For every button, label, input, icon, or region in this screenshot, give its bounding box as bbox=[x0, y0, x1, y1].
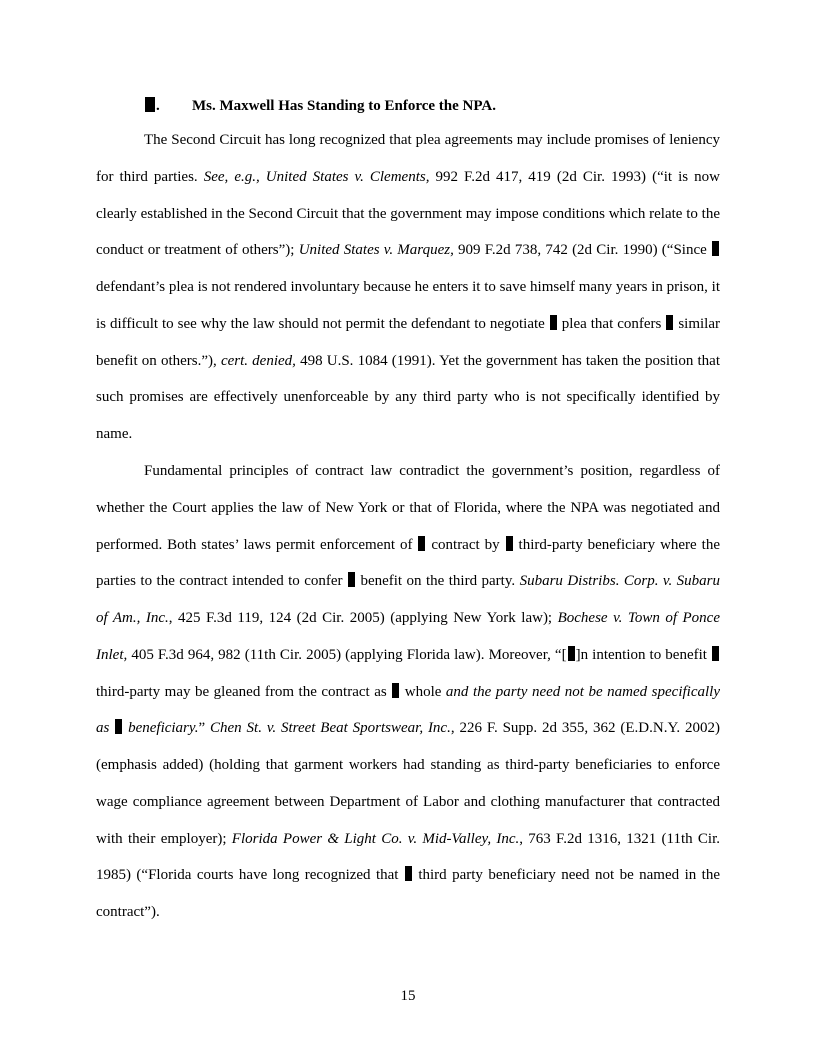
redaction-mark bbox=[348, 572, 355, 587]
redaction-mark bbox=[506, 536, 513, 551]
para2-text-11: , 226 F. Supp. 2d 355, 362 (E.D.N.Y. 2002) (emphasis added) (holding that garment workers had standing as third-party beneficiaries to enforce wage compliance agreement between Department of Labor and clothing manufacturer that contracted with their employer); bbox=[96, 720, 720, 847]
case-citation-florida-power: Florida Power & Light Co. v. Mid-Valley, Inc. bbox=[231, 830, 520, 847]
redaction-mark bbox=[712, 646, 719, 661]
case-citation-clements: See, e.g., United States v. Clements, bbox=[203, 168, 430, 185]
section-marker: . bbox=[156, 98, 160, 114]
para2-text-7: ]n intention to benefit bbox=[575, 646, 712, 663]
para1-text-1: The Second Circuit has long recognized that plea agreements may include promises of leniency for third parties. bbox=[96, 132, 720, 185]
section-heading bbox=[144, 96, 497, 116]
para2-text-12: , 763 F.2d 1316, 1321 (11th Cir. 1985) (“Florida courts have long recognized that bbox=[96, 830, 720, 884]
redaction-mark bbox=[418, 536, 425, 551]
page-number: 15 bbox=[400, 988, 416, 1004]
para1-text-3: 909 F.2d 738, 742 (2d Cir. 1990) (“Since bbox=[453, 242, 711, 259]
redaction-mark bbox=[145, 97, 155, 112]
para2-text-9: whole bbox=[400, 683, 446, 700]
redaction-mark bbox=[392, 683, 399, 698]
redaction-mark bbox=[712, 241, 719, 256]
para2-text-6: 405 F.3d 964, 982 (11th Cir. 2005) (applying Florida law). Moreover, “[ bbox=[127, 646, 567, 663]
para2-text-4: benefit on the third party. bbox=[356, 573, 520, 590]
para2-text-10: ” bbox=[198, 720, 211, 737]
para1-text-5: plea that confers bbox=[557, 315, 666, 332]
case-citation-chen: Chen St. v. Street Beat Sportswear, Inc. bbox=[210, 720, 451, 737]
paragraph-1 bbox=[96, 122, 720, 453]
emphasis-text-1: and the party need not be named specifically as bbox=[96, 683, 720, 737]
cert-denied: cert. denied, bbox=[220, 352, 296, 369]
redaction-mark bbox=[115, 719, 122, 734]
para1-text-4: defendant’s plea is not rendered involuntary because he enters it to save himself many years in prison, it is difficult to see why the law should not permit the defendant to negotiate bbox=[96, 279, 720, 332]
para2-text-8: third-party may be gleaned from the contract as bbox=[96, 683, 392, 700]
para2-text-5: , 425 F.3d 119, 124 (2d Cir. 2005) (applying New York law); bbox=[168, 610, 558, 626]
para1-text-2: 992 F.2d 417, 419 (2d Cir. 1993) (“it is now clearly established in the Second Circuit that the government may impose conditions which relate to the conduct or treatment of others”); bbox=[96, 168, 720, 259]
para2-text-2: contract by bbox=[426, 536, 505, 553]
case-citation-marquez: United States v. Marquez, bbox=[298, 242, 454, 259]
para2-text-13: third party beneficiary need not be named in the contract”). bbox=[96, 867, 720, 920]
case-citation-bochese: Bochese v. Town of Ponce Inlet, bbox=[96, 610, 720, 663]
para1-text-7: 498 U.S. 1084 (1991). Yet the government has taken the position that such promises are effectively unenforceable by any third party who is not specifically identified by name. bbox=[96, 352, 720, 442]
case-citation-subaru: Subaru Distribs. Corp. v. Subaru of Am., Inc. bbox=[96, 573, 720, 626]
para2-text-3: third-party beneficiary where the parties to the contract intended to confer bbox=[96, 536, 720, 590]
redaction-mark bbox=[405, 866, 412, 881]
redaction-mark bbox=[550, 315, 557, 330]
redaction-mark bbox=[568, 646, 575, 661]
para2-text-1: Fundamental principles of contract law contradict the government’s position, regardless of whether the Court applies the law of New York or that of Florida, where the NPA was negotiated and performed. Both states’ laws permit enforcement of bbox=[96, 463, 720, 553]
paragraph-2 bbox=[96, 453, 720, 931]
redaction-mark bbox=[666, 315, 673, 330]
para1-text-6: similar benefit on others.”), bbox=[96, 315, 720, 369]
section-title: Ms. Maxwell Has Standing to Enforce the NPA. bbox=[192, 98, 497, 114]
emphasis-text-2: beneficiary. bbox=[123, 720, 199, 737]
